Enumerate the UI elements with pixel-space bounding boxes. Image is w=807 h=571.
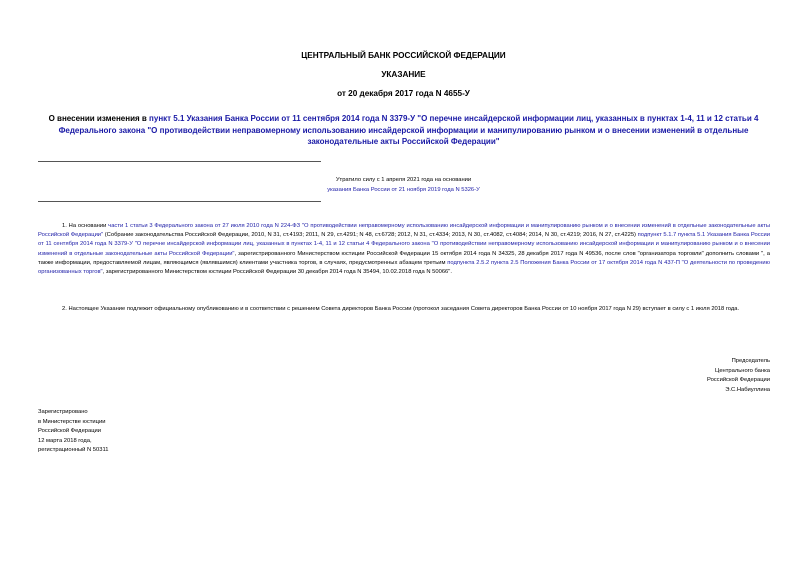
- signature-line-2: Центрального банка: [715, 367, 770, 374]
- registration-line-3: Российской Федерации: [38, 428, 102, 434]
- divider-top: [38, 161, 321, 162]
- divider-bottom: [38, 201, 321, 202]
- document-type: УКАЗАНИЕ: [381, 70, 426, 79]
- signature-line-1: Председатель: [731, 358, 770, 364]
- registration-block: [38, 408, 109, 456]
- issuer-heading: ЦЕНТРАЛЬНЫЙ БАНК РОССИЙСКОЙ ФЕДЕРАЦИИ: [301, 51, 506, 60]
- repeal-note-text: Утратило силу с 1 апреля 2021 года на основании: [335, 177, 472, 183]
- repeal-note: [0, 175, 807, 195]
- registration-number: регистрационный N 50311: [38, 447, 109, 453]
- signature-block: [707, 357, 770, 395]
- p1-text-3: , зарегистрированного Министерством юстиции Российской Федерации 15 октября 2014 года N 34325, 28 декабря 2017 года N 49536, после слов "организатора торговли" дополнить словами ", а также информации, предоставляемой лицам, являющимся (являвшимся) клиентами участника торгов, в случаях, предусмотренных абзацем третьим: [38, 250, 770, 266]
- signature-line-3: Российской Федерации: [706, 377, 770, 383]
- p1-text-2: (Собрание законодательства Российской Федерации, 2010, N 31, ст.4193; 2011, N 29, ст.4291; N 48, ст.6728; 2012, N 31, ст.4334; 2013, N 30, ст.4082, ст.4084; 2014, N 30, ст.4219; 2016, N 27, ст.4225): [103, 232, 638, 239]
- p1-link-law[interactable]: части 1 статьи 3 Федерального закона от 27 июля 2010 года N 224-ФЗ "О противодействии неправомерному использованию инсайдерской информации и манипулированию рынком и о внесении изменений в отдельные законодательные акты Российской Федерации": [38, 223, 771, 239]
- p1-link-regulation[interactable]: подпункта 2.5.2 пункта 2.5 Положения Банка России от 17 октября 2014 года N 437-П "О деятельности по проведению организованных торгов": [38, 259, 770, 276]
- paragraph-1: [38, 222, 770, 277]
- p1-text-4: , зарегистрированного Министерством юстиции Российской Федерации 30 декабря 2014 года N 35494, 10.02.2018 года N 50066".: [102, 269, 452, 276]
- title-link[interactable]: пункт 5.1 Указания Банка России от 11 сентября 2014 года N 3379-У "О перечне инсайдерской информации лиц, указанных в пунктах 1-4, 11 и 12 статьи 4 Федерального закона "О противодействии неправомерному использованию инсайдерской информации и манипулированию рынком и о внесении изменений в отдельные законодательные акты Российской Федерации": [58, 114, 759, 146]
- p1-text-1: 1. На основании: [62, 223, 109, 229]
- signature-name: Э.С.Набиуллина: [725, 386, 770, 393]
- p1-link-subpoint[interactable]: подпункт 5.1.7 пункта 5.1 Указания Банка России от 11 сентября 2014 года N 3379-У "О перечне инсайдерской информации лиц, указанных в пунктах 1-4, 11 и 12 статьи 4 Федерального закона "О противодействии неправомерному использованию инсайдерской информации и манипулированию рынком и о внесении изменений в отдельные законодательные акты Российской Федерации": [38, 232, 771, 257]
- registration-line-1: Зарегистрировано: [38, 409, 88, 415]
- registration-line-2: в Министерстве юстиции: [38, 418, 106, 425]
- repeal-note-link[interactable]: указания Банка России от 21 ноября 2019 года N 5326-У: [327, 187, 480, 193]
- title-prefix: О внесении изменения в: [48, 114, 150, 123]
- document-title: [36, 113, 771, 148]
- document-date-number: от 20 декабря 2017 года N 4655-У: [337, 89, 470, 98]
- paragraph-2: 2. Настоящее Указание подлежит официальному опубликованию и в соответствии с решением Совета директоров Банка России (протокол заседания Совета директоров Банка России от 10 ноября 2017 года N 29) вступает в силу с 1 июля 2018 года.: [62, 306, 740, 312]
- registration-date: 12 марта 2018 года,: [38, 437, 92, 444]
